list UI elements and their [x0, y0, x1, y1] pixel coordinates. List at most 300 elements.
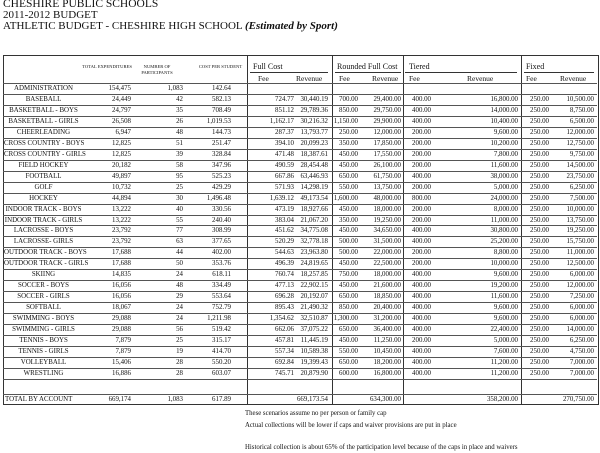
full-cost-revenue-cell: 19,399.43 [300, 359, 328, 366]
full-cost-fee-cell: 571.93 [275, 183, 294, 191]
fixed-fee-cell: 250.00 [530, 172, 549, 180]
sport-name: TENNIS - BOYS [19, 337, 68, 345]
fixed-fee-cell: 250.00 [530, 205, 549, 213]
cost-per-student-cell: 429.29 [212, 183, 231, 191]
fee-header: Fee [339, 74, 350, 83]
rounded-fee-cell: 550.00 [339, 183, 358, 191]
rounded-fee-cell: 350.00 [339, 216, 358, 224]
total-expenditures-cell: 17,688 [112, 249, 131, 257]
full-cost-revenue-cell: 49,173.54 [300, 194, 328, 202]
group-rounded-full-cost: Rounded Full Cost [337, 62, 398, 71]
full-cost-fee-cell: 394.10 [275, 139, 294, 147]
full-cost-fee-cell: 471.48 [275, 150, 294, 158]
fixed-revenue-cell: 12,000.00 [566, 282, 594, 290]
full-cost-fee-cell: 662.06 [275, 326, 294, 334]
fixed-fee-cell: 250.00 [530, 161, 549, 169]
school-name: CHESHIRE PUBLIC SCHOOLS [3, 0, 159, 10]
total-expenditures-cell: 24,449 [112, 95, 131, 103]
table-row [3, 302, 597, 313]
fixed-fee-cell: 250.00 [530, 315, 549, 323]
rounded-revenue-cell: 16,800.00 [373, 369, 401, 377]
rounded-fee-cell: 550.00 [339, 348, 358, 356]
full-cost-fee-cell: 383.04 [275, 216, 294, 224]
rounded-fee-cell: 350.00 [339, 139, 358, 147]
participants-cell: 44 [176, 249, 183, 257]
full-cost-fee-cell: 692.84 [275, 359, 294, 366]
participants-cell: 24 [176, 315, 183, 323]
tiered-revenue-cell: 5,000.00 [493, 183, 518, 191]
rounded-revenue-cell: 12,000.00 [373, 128, 401, 136]
table-row [3, 324, 597, 335]
total-expenditures-cell: 49,897 [112, 172, 131, 180]
full-cost-revenue-cell: 37,075.22 [300, 326, 328, 334]
table-row [3, 313, 597, 324]
sport-name: BASEBALL [25, 95, 62, 103]
fixed-revenue-cell: 6,000.00 [569, 271, 594, 279]
full-cost-fee-cell: 724.77 [275, 95, 294, 103]
tiered-revenue-cell: 10,000.00 [490, 260, 518, 268]
full-cost-revenue-cell: 21,490.32 [300, 304, 328, 312]
full-cost-revenue-cell: 29,789.36 [300, 106, 328, 114]
tiered-revenue-cell: 11,600.00 [490, 161, 518, 169]
fee-header: Fee [409, 74, 420, 83]
full-cost-fee-cell: 451.62 [275, 227, 294, 235]
fixed-fee-cell: 250.00 [530, 249, 549, 257]
tiered-revenue-cell: 16,800.00 [490, 95, 518, 103]
cost-per-student-cell: 330.56 [212, 205, 231, 213]
table-row [3, 193, 597, 204]
header-total-expenditures: TOTAL EXPENDITURES [82, 64, 132, 69]
total-expenditures-cell: 15,406 [112, 359, 131, 366]
participants-cell: 95 [176, 172, 183, 180]
document-title [3, 21, 338, 32]
full-cost-fee-cell: 1,639.12 [269, 194, 294, 202]
fixed-revenue-cell: 10,000.00 [566, 205, 594, 213]
fixed-fee-cell: 250.00 [530, 260, 549, 268]
table-row [3, 346, 597, 357]
row-rule [3, 379, 597, 380]
tiered-revenue-cell: 8,000.00 [493, 205, 518, 213]
tiered-revenue-cell: 9,600.00 [493, 304, 518, 312]
tiered-revenue-cell: 10,400.00 [490, 117, 518, 125]
rounded-revenue-cell: 17,850.00 [373, 139, 401, 147]
total-expenditures-cell: 10,732 [112, 183, 131, 191]
participants-cell: 48 [176, 128, 183, 136]
tiered-fee-cell: 400.00 [412, 293, 431, 301]
cost-per-student-cell: 240.40 [212, 216, 231, 224]
cost-per-student-cell: 347.96 [212, 161, 231, 169]
sport-name: LACROSSE- GIRLS [13, 238, 74, 246]
participants-cell: 24 [176, 304, 183, 312]
full-cost-revenue-cell: 13,793.77 [300, 128, 328, 136]
full-cost-fee-cell: 457.81 [275, 337, 294, 345]
tiered-fee-cell: 400.00 [412, 271, 431, 279]
table-row [3, 83, 597, 94]
revenue-header: Revenue [372, 74, 399, 83]
total-expenditures-cell: 14,835 [112, 271, 131, 279]
table-row [3, 182, 597, 193]
sport-name: CHEERLEADING [16, 128, 71, 136]
fixed-fee-cell: 250.00 [530, 139, 549, 147]
cost-per-student-cell: 553.64 [212, 293, 231, 301]
tiered-fee-cell: 400.00 [412, 238, 431, 246]
full-cost-revenue-cell: 14,298.19 [300, 183, 328, 191]
rounded-revenue-cell: 22,500.00 [373, 260, 401, 268]
tiered-revenue-cell: 9,600.00 [493, 128, 518, 136]
participants-cell: 48 [176, 282, 183, 290]
group-tiered: Tiered [409, 62, 430, 71]
cost-per-student-cell: 334.49 [212, 282, 231, 290]
fixed-revenue-cell: 13,750.00 [566, 216, 594, 224]
full-cost-revenue-cell: 18,927.66 [300, 205, 328, 213]
fixed-revenue-cell: 14,000.00 [566, 326, 594, 334]
tiered-fee-cell: 400.00 [412, 348, 431, 356]
total-expenditures-cell: 24,797 [112, 106, 131, 114]
participants-cell: 24 [176, 271, 183, 279]
sport-name: SOCCER - BOYS [18, 282, 69, 290]
full-cost-revenue-cell: 28,454.48 [300, 161, 328, 169]
note-line: Actual collections will be lower if caps and waiver provisions are put in place [245, 422, 457, 429]
fixed-revenue-cell: 6,250.00 [569, 183, 594, 191]
cost-per-student-cell: 353.76 [212, 260, 231, 268]
participants-cell: 42 [176, 95, 183, 103]
full-cost-revenue-cell: 20,192.07 [300, 293, 328, 301]
group-underline [524, 72, 594, 73]
table-row [3, 171, 597, 182]
participants-cell: 40 [176, 205, 183, 213]
fixed-revenue-cell: 23,750.00 [566, 172, 594, 180]
tiered-fee-cell: 200.00 [412, 249, 431, 257]
total-expenditures-cell: 6,947 [115, 128, 131, 136]
tiered-fee-cell: 200.00 [412, 139, 431, 147]
fixed-revenue-cell: 9,750.00 [569, 150, 594, 158]
full-cost-fee-cell: 895.43 [275, 304, 294, 312]
rounded-revenue-cell: 36,400.00 [373, 326, 401, 334]
fixed-revenue-cell: 6,000.00 [569, 315, 594, 323]
fixed-revenue-cell: 7,000.00 [569, 359, 594, 366]
full-cost-revenue-cell: 23,963.80 [300, 249, 328, 257]
tiered-revenue-cell: 11,200.00 [490, 369, 518, 377]
rounded-fee-cell: 850.00 [339, 304, 358, 312]
full-cost-fee-cell: 490.59 [275, 161, 294, 169]
fee-header: Fee [258, 74, 269, 83]
total-expenditures-cell: 20,182 [112, 161, 131, 169]
cost-per-student-cell: 525.23 [212, 172, 231, 180]
sport-name: FOOTBALL [25, 172, 62, 180]
tiered-fee-cell: 800.00 [412, 194, 431, 202]
tiered-revenue-cell: 11,000.00 [490, 216, 518, 224]
sport-name: BASKETBALL - BOYS [9, 106, 78, 114]
tiered-fee-cell: 200.00 [412, 128, 431, 136]
participants-cell: 25 [176, 183, 183, 191]
participants-cell: 19 [176, 348, 183, 356]
participants-cell: 30 [176, 194, 183, 202]
sport-name: ADMINISTRATION [14, 85, 73, 92]
rounded-fee-cell: 600.00 [339, 369, 358, 377]
table-row [3, 105, 597, 116]
tiered-fee-cell: 400.00 [412, 326, 431, 334]
participants-cell: 55 [176, 216, 183, 224]
total-expenditures-cell: 29,088 [112, 315, 131, 323]
rounded-fee-cell: 650.00 [339, 359, 358, 366]
rounded-revenue-cell: 18,000.00 [373, 271, 401, 279]
fixed-revenue-cell: 6,000.00 [569, 304, 594, 312]
total-fixed-revenue: 270,750.00 [562, 396, 594, 403]
tiered-revenue-cell: 25,200.00 [490, 238, 518, 246]
cost-per-student-cell: 402.00 [212, 249, 231, 257]
full-cost-fee-cell: 477.13 [275, 282, 294, 290]
cost-per-student-cell: 519.42 [212, 326, 231, 334]
full-cost-fee-cell: 1,162.17 [269, 117, 294, 125]
full-cost-revenue-cell: 34,775.08 [300, 227, 328, 235]
table-row [3, 94, 597, 105]
cost-per-student-cell: 144.73 [212, 128, 231, 136]
title-main: ATHLETIC BUDGET - CHESHIRE HIGH SCHOOL [3, 20, 245, 32]
total-expenditures-cell: 23,792 [112, 227, 131, 235]
fee-header: Fee [526, 74, 537, 83]
total-expenditures-cell: 7,879 [115, 348, 131, 356]
rounded-fee-cell: 450.00 [339, 260, 358, 268]
fixed-revenue-cell: 12,000.00 [566, 128, 594, 136]
cost-per-student-cell: 315.17 [212, 337, 231, 345]
rounded-revenue-cell: 11,250.00 [373, 337, 401, 345]
total-expenditures-cell: 13,222 [112, 205, 131, 213]
participants-cell: 63 [176, 238, 183, 246]
table-row [3, 258, 597, 269]
full-cost-revenue-cell: 24,819.65 [300, 260, 328, 268]
fixed-fee-cell: 250.00 [530, 150, 549, 158]
cost-per-student-cell: 618.11 [212, 271, 231, 279]
fixed-fee-cell: 250.00 [530, 238, 549, 246]
fixed-fee-cell: 250.00 [530, 271, 549, 279]
fixed-revenue-cell: 7,250.00 [569, 293, 594, 301]
participants-cell: 35 [176, 106, 183, 114]
rounded-revenue-cell: 20,400.00 [373, 304, 401, 312]
tiered-fee-cell: 200.00 [412, 337, 431, 345]
fixed-fee-cell: 250.00 [530, 128, 549, 136]
tiered-revenue-cell: 11,200.00 [490, 359, 518, 366]
sport-name: SWIMMING - GIRLS [12, 326, 75, 334]
full-cost-revenue-cell: 10,589.38 [300, 348, 328, 356]
group-fixed: Fixed [526, 62, 545, 71]
sport-name: LACROSSE - BOYS [13, 227, 74, 235]
table-row [3, 269, 597, 280]
tiered-revenue-cell: 5,000.00 [493, 337, 518, 345]
sport-name: FIELD HOCKEY [18, 161, 69, 169]
fixed-revenue-cell: 4,750.00 [569, 348, 594, 356]
full-cost-revenue-cell: 32,778.18 [300, 238, 328, 246]
full-cost-revenue-cell: 22,902.15 [300, 282, 328, 290]
rounded-fee-cell: 450.00 [339, 337, 358, 345]
tiered-fee-cell: 400.00 [412, 106, 431, 114]
total-expenditures-cell: 16,056 [112, 282, 131, 290]
fixed-fee-cell: 250.00 [530, 106, 549, 114]
tiered-revenue-cell: 7,600.00 [493, 348, 518, 356]
cost-per-student-cell: 308.99 [212, 227, 231, 235]
total-expenditures-cell: 26,508 [112, 117, 131, 125]
tiered-fee-cell: 400.00 [412, 117, 431, 125]
total-label: TOTAL BY ACCOUNT [5, 396, 73, 403]
sport-name: HOCKEY [29, 194, 58, 202]
table-row [3, 357, 597, 368]
participants-cell: 58 [176, 161, 183, 169]
rounded-revenue-cell: 18,000.00 [373, 205, 401, 213]
cost-per-student-cell: 414.70 [212, 348, 231, 356]
table-row [3, 291, 597, 302]
tiered-revenue-cell: 22,400.00 [490, 326, 518, 334]
fixed-fee-cell: 250.00 [530, 216, 549, 224]
participants-cell: 1,083 [167, 85, 183, 92]
sport-name: SWIMMING - BOYS [12, 315, 75, 323]
table-row [3, 149, 597, 160]
cost-per-student-cell: 251.47 [212, 139, 231, 147]
rounded-revenue-cell: 10,450.00 [373, 348, 401, 356]
sport-name: SOFTBALL [26, 304, 61, 312]
sport-name: BASKETBALL - GIRLS [8, 117, 79, 125]
participants-cell: 28 [176, 359, 183, 366]
total-expenditures-cell: 12,825 [112, 139, 131, 147]
rounded-fee-cell: 450.00 [339, 227, 358, 235]
full-cost-fee-cell: 696.28 [275, 293, 294, 301]
participants-cell: 56 [176, 326, 183, 334]
rounded-revenue-cell: 48,000.00 [373, 194, 401, 202]
group-underline [335, 72, 401, 73]
full-cost-fee-cell: 557.34 [275, 348, 294, 356]
fixed-revenue-cell: 8,750.00 [569, 106, 594, 114]
tiered-revenue-cell: 9,600.00 [493, 271, 518, 279]
fixed-fee-cell: 250.00 [530, 194, 549, 202]
tiered-fee-cell: 200.00 [412, 260, 431, 268]
group-underline [250, 72, 328, 73]
participants-cell: 51 [176, 139, 183, 147]
rounded-revenue-cell: 13,750.00 [373, 183, 401, 191]
rounded-fee-cell: 650.00 [339, 326, 358, 334]
rounded-revenue-cell: 17,550.00 [373, 150, 401, 158]
full-cost-revenue-cell: 18,387.61 [300, 150, 328, 158]
full-cost-revenue-cell: 18,257.85 [300, 271, 328, 279]
participants-cell: 50 [176, 260, 183, 268]
fixed-fee-cell: 250.00 [530, 348, 549, 356]
rounded-revenue-cell: 26,100.00 [373, 161, 401, 169]
cost-per-student-cell: 752.79 [212, 304, 231, 312]
participants-cell: 39 [176, 150, 183, 158]
participants-cell: 77 [176, 227, 183, 235]
title-italic: (Estimated by Sport) [245, 20, 338, 32]
fixed-revenue-cell: 6,500.00 [569, 117, 594, 125]
full-cost-fee-cell: 544.63 [275, 249, 294, 257]
rounded-fee-cell: 1,300.00 [333, 315, 358, 323]
total-row [3, 395, 597, 405]
fixed-fee-cell: 250.00 [530, 293, 549, 301]
full-cost-fee-cell: 745.71 [275, 369, 294, 377]
cost-per-student-cell: 142.64 [212, 85, 231, 92]
cost-per-student-cell: 708.49 [212, 106, 231, 114]
cost-per-student-cell: 550.20 [212, 359, 231, 366]
fixed-fee-cell: 250.00 [530, 227, 549, 235]
total-rounded-revenue: 634,300.00 [369, 396, 401, 403]
total-expenditures-cell: 44,894 [112, 194, 131, 202]
sport-name: SOCCER - GIRLS [17, 293, 70, 301]
full-cost-fee-cell: 473.19 [275, 205, 294, 213]
tiered-revenue-cell: 30,800.00 [490, 227, 518, 235]
table-row [3, 204, 597, 215]
tiered-revenue-cell: 11,600.00 [490, 293, 518, 301]
rounded-fee-cell: 450.00 [339, 161, 358, 169]
sport-name: INDOOR TRACK - GIRLS [4, 216, 83, 224]
tiered-revenue-cell: 9,600.00 [493, 315, 518, 323]
group-full-cost: Full Cost [253, 62, 283, 71]
sport-name: OUTDOOR TRACK - GIRLS [4, 260, 89, 268]
total-cost-per-student: 617.89 [212, 396, 231, 403]
budget-year: 2011-2012 BUDGET [3, 9, 98, 21]
participants-cell: 25 [176, 337, 183, 345]
fixed-revenue-cell: 6,250.00 [569, 337, 594, 345]
rounded-fee-cell: 1,600.00 [333, 194, 358, 202]
cost-per-student-cell: 582.13 [212, 95, 231, 103]
tiered-fee-cell: 400.00 [412, 315, 431, 323]
sport-name: TENNIS - GIRLS [18, 348, 69, 356]
total-expenditures: 669,174 [108, 396, 131, 403]
participants-cell: 29 [176, 293, 183, 301]
tiered-fee-cell: 200.00 [412, 216, 431, 224]
fixed-fee-cell: 250.00 [530, 326, 549, 334]
sport-name: GOLF [34, 183, 53, 191]
rounded-revenue-cell: 18,200.00 [373, 359, 401, 366]
fixed-fee-cell: 250.00 [530, 337, 549, 345]
fixed-revenue-cell: 10,500.00 [566, 95, 594, 103]
tiered-fee-cell: 400.00 [412, 172, 431, 180]
full-cost-revenue-cell: 21,067.20 [300, 216, 328, 224]
sport-name: CROSS COUNTRY - GIRLS [4, 150, 86, 158]
table-row [3, 368, 597, 379]
tiered-fee-cell: 400.00 [412, 282, 431, 290]
total-expenditures-cell: 7,879 [115, 337, 131, 345]
rounded-revenue-cell: 34,650.00 [373, 227, 401, 235]
tiered-fee-cell: 200.00 [412, 150, 431, 158]
revenue-header: Revenue [296, 74, 323, 83]
total-expenditures-cell: 18,067 [112, 304, 131, 312]
fixed-revenue-cell: 12,750.00 [566, 139, 594, 147]
rounded-fee-cell: 450.00 [339, 205, 358, 213]
tiered-revenue-cell: 8,800.00 [493, 249, 518, 257]
fixed-revenue-cell: 11,000.00 [566, 249, 594, 257]
cost-per-student-cell: 603.07 [212, 369, 231, 377]
fixed-revenue-cell: 7,000.00 [569, 369, 594, 377]
sport-name: SKIING [31, 271, 56, 279]
full-cost-revenue-cell: 20,099.23 [300, 139, 328, 147]
rounded-fee-cell: 650.00 [339, 172, 358, 180]
rounded-fee-cell: 250.00 [339, 128, 358, 136]
sport-name: INDOOR TRACK - BOYS [5, 205, 82, 213]
fixed-fee-cell: 250.00 [530, 282, 549, 290]
note-line: Historical collection is about 65% of the participation level because of the caps in place and waivers [245, 444, 518, 451]
tiered-fee-cell: 400.00 [412, 95, 431, 103]
revenue-header: Revenue [467, 74, 494, 83]
sport-name: VOLLEYBALL [20, 359, 67, 366]
tiered-fee-cell: 200.00 [412, 183, 431, 191]
total-expenditures-cell: 23,792 [112, 238, 131, 246]
rounded-fee-cell: 500.00 [339, 238, 358, 246]
fixed-fee-cell: 250.00 [530, 369, 549, 377]
total-expenditures-cell: 154,475 [108, 85, 131, 92]
rounded-revenue-cell: 29,750.00 [373, 106, 401, 114]
rounded-revenue-cell: 18,850.00 [373, 293, 401, 301]
full-cost-fee-cell: 496.39 [275, 260, 294, 268]
table-row [3, 127, 597, 138]
fixed-revenue-cell: 12,500.00 [566, 260, 594, 268]
table-row [3, 215, 597, 226]
sport-name: CROSS COUNTRY - BOYS [4, 139, 85, 147]
